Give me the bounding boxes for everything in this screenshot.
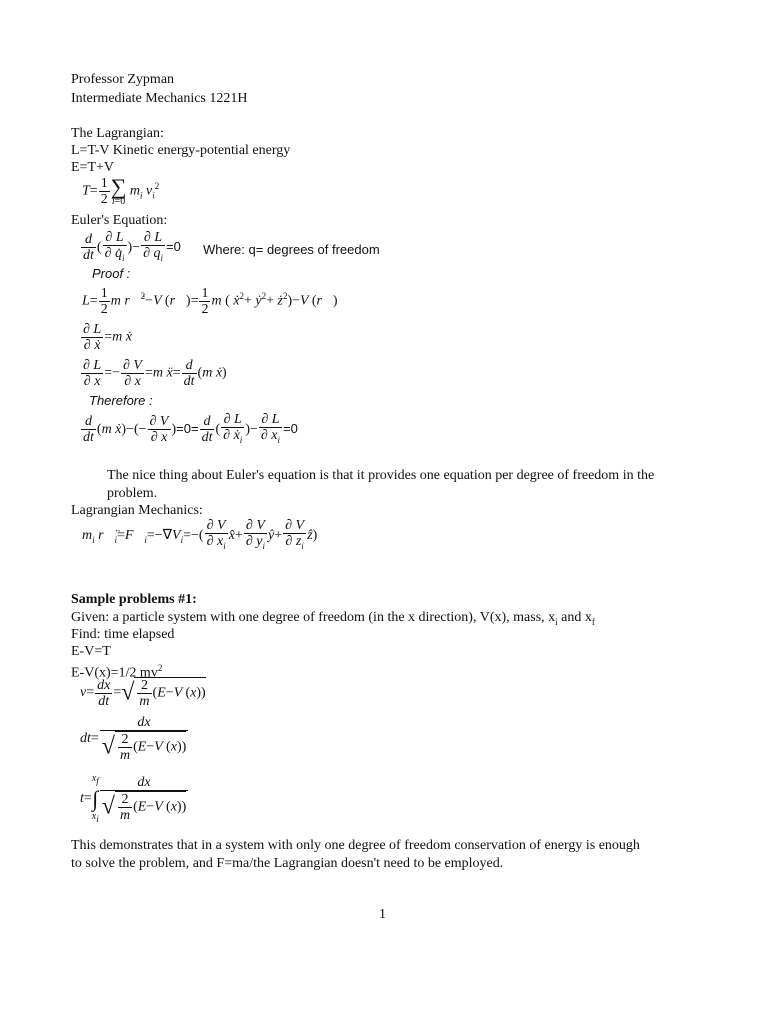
energy-relation-line: E-V=T xyxy=(71,644,111,659)
euler-note-line-1: The nice thing about Euler's equation is that it provides one equation per degree of freedom in the xyxy=(107,468,655,483)
given-sub-f: f xyxy=(591,616,595,627)
energy-definition: E=T+V xyxy=(71,160,115,175)
proof-label: Proof : xyxy=(92,266,131,281)
momentum-equation: $\frac{\partial L}{\text{∂ ẋ}}$ =m ẋ xyxy=(83,322,132,353)
euler-derivation-result-equation: $\frac{d}{dt}$ (m ẋ)−(− $\frac{\partial V}{\partial x}$ )=0= $\frac{d}{dt}$ ( $\frac{\partial L}{\partial ẋ_i}$ )− $\frac{\partial L}{\partial x_i}$ =0 xyxy=(83,412,298,446)
euler-note-line-2: problem. xyxy=(107,486,158,501)
euler-heading: Euler's Equation: xyxy=(71,213,168,228)
lagrangian-heading: The Lagrangian: xyxy=(71,126,164,141)
energy-equation-text: E-V(x)=1/2 mv xyxy=(71,665,158,681)
author-line: Professor Zypman xyxy=(71,72,175,87)
force-equation: $\frac{\partial L}{\partial x}$ =− $\frac{\partial V}{\partial x}$ =m ẍ= $\frac{d}{dt}$ (m ẋ) xyxy=(83,358,227,389)
kinetic-energy-equation: T= $\frac{1}{2}$ ∑ i=0 $m_i$ $v_i^2$ xyxy=(82,174,160,207)
energy-equation-sup: 2 xyxy=(157,663,163,673)
find-line: Find: time elapsed xyxy=(71,627,175,642)
lagrangian-mechanics-heading: Lagrangian Mechanics: xyxy=(71,503,203,518)
conclusion-line-2: to solve the problem, and F=ma/the Lagrangian doesn't need to be employed. xyxy=(71,856,504,871)
time-integral-equation: t= $x_f$ ∫ $x_i$ dx √ $\frac{2}{m}$ (E−V (x)) xyxy=(80,773,187,824)
lagrangian-definition: L=T-V Kinetic energy-potential energy xyxy=(71,143,291,158)
sample-problems-heading: Sample problems #1: xyxy=(71,592,197,607)
given-sub-i: i xyxy=(555,616,558,627)
page-number: 1 xyxy=(379,907,386,922)
course-line: Intermediate Mechanics 1221H xyxy=(71,91,248,106)
lagrangian-mechanics-equation: $m_i$ $r⃗̈_i=F⃗_i=-\nabla V_i=-$( $\frac{\partial V}{\partial x_i}$ x̂+ $\frac{\partial V}{\partial y_i}$ ŷ+ $\frac{\partial V}{\partial z_i}$ ẑ) xyxy=(82,518,318,551)
degrees-of-freedom-note: Where: q= degrees of freedom xyxy=(203,242,380,257)
therefore-label: Therefore : xyxy=(89,393,153,408)
lagrangian-expansion-equation: L= $\frac{1}{2}$ m r⃗̇$^2$−V (r⃗)= $\frac{1}{2}$ m ( ẋ$^2$+ ẏ$^2$+ $ż^2)-V$ (r⃗) xyxy=(82,286,338,317)
velocity-equation: v= $\frac{dx}{dt}$ =√ $\frac{2}{m}$ (E−V (x)) xyxy=(80,677,206,709)
euler-equation: $\frac{d}{dt}$ ( $\frac{\partial L}{\partial q̇_i}$ )− $\frac{\partial L}{\partial q_i}$ =0 xyxy=(83,230,181,264)
time-differential-equation: dt= dx √ $\frac{2}{m}$ (E−V (x)) xyxy=(80,715,187,763)
given-and: and x xyxy=(557,610,592,625)
conclusion-line-1: This demonstrates that in a system with only one degree of freedom conservation of energy is enough xyxy=(71,838,640,853)
given-text: Given: a particle system with one degree of freedom (in the x direction), V(x), mass, x xyxy=(71,610,556,625)
